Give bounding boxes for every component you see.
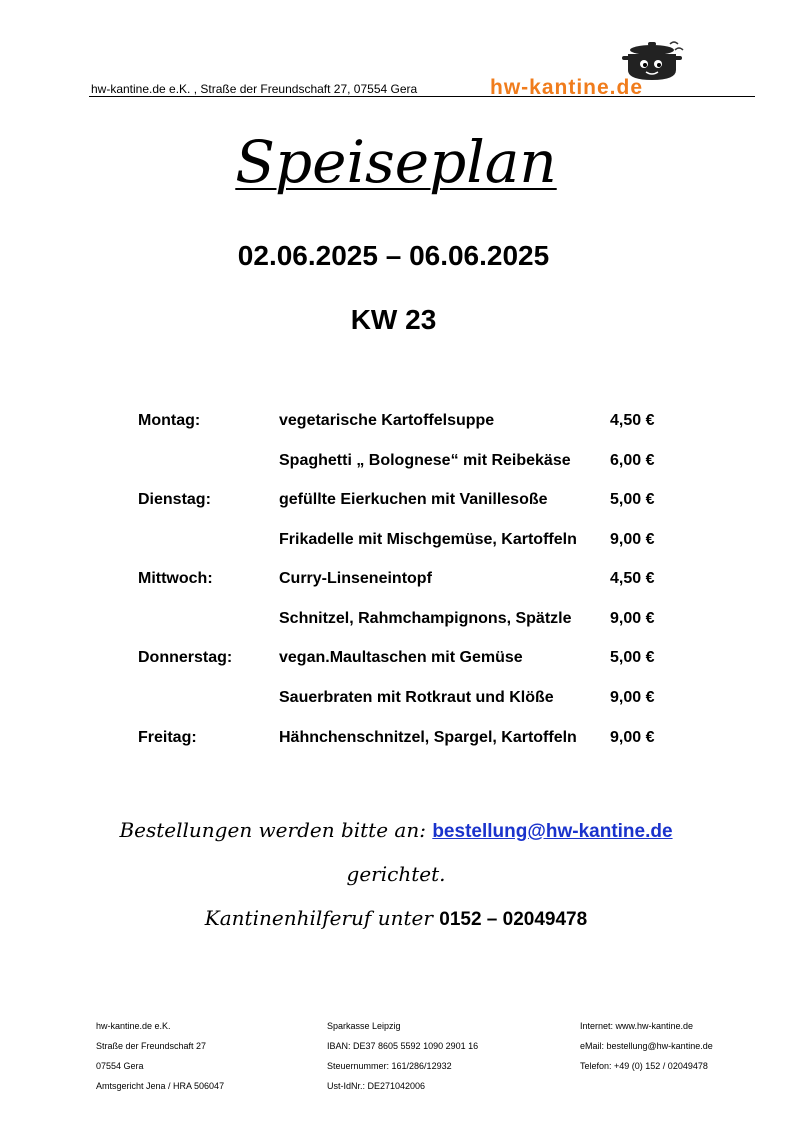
menu-row — [0, 531, 792, 553]
order-line-2: gerichtet. — [346, 862, 446, 886]
menu-price: 5,00 € — [610, 649, 655, 666]
menu-price: 4,50 € — [610, 570, 655, 587]
menu-row — [0, 412, 792, 434]
menu-price: 9,00 € — [610, 610, 655, 627]
page-title: Speiseplan — [235, 128, 557, 196]
menu-row — [0, 689, 792, 711]
hotline-prefix: Kantinenhilferuf unter — [204, 906, 440, 930]
menu-dish: Schnitzel, Rahmchampignons, Spätzle — [279, 610, 572, 627]
footer-line: Steuernummer: 161/286/12932 — [327, 1061, 452, 1071]
footer-line: Telefon: +49 (0) 152 / 02049478 — [580, 1061, 708, 1071]
footer-company — [96, 1016, 224, 1096]
footer-line: hw-kantine.de e.K. — [96, 1021, 171, 1031]
hotline-line — [0, 906, 792, 931]
menu-price: 9,00 € — [610, 689, 655, 706]
order-email-link[interactable]: bestellung@hw-kantine.de — [432, 821, 673, 842]
menu-row — [0, 570, 792, 592]
order-instructions — [0, 818, 792, 843]
menu-dish: Frikadelle mit Mischgemüse, Kartoffeln — [279, 531, 577, 548]
menu-dish: Sauerbraten mit Rotkraut und Klöße — [279, 689, 554, 706]
menu-dish: vegan.Maultaschen mit Gemüse — [279, 649, 523, 666]
footer-line: Straße der Freundschaft 27 — [96, 1041, 207, 1051]
date-range: 02.06.2025 – 06.06.2025 — [237, 240, 550, 271]
menu-row — [0, 491, 792, 513]
menu-price: 5,00 € — [610, 491, 655, 508]
logo-text: hw-kantine.de — [490, 76, 644, 99]
menu-day: Mittwoch: — [138, 570, 213, 587]
menu-row — [0, 649, 792, 671]
menu-dish: Spaghetti „ Bolognese“ mit Reibekäse — [279, 452, 571, 469]
menu-price: 6,00 € — [610, 452, 655, 469]
hotline-number: 0152 – 02049478 — [439, 909, 588, 930]
footer-line: Ust-IdNr.: DE271042006 — [327, 1081, 426, 1091]
menu-row — [0, 729, 792, 751]
footer-bank — [327, 1016, 478, 1096]
menu-day: Dienstag: — [138, 491, 211, 508]
header-address: hw-kantine.de e.K. , Straße der Freundschaft 27, 07554 Gera — [91, 82, 418, 96]
footer-line: eMail: bestellung@hw-kantine.de — [580, 1041, 713, 1051]
company-logo — [490, 40, 700, 100]
menu-dish: Hähnchenschnitzel, Spargel, Kartoffeln — [279, 729, 577, 746]
menu-day: Donnerstag: — [138, 649, 233, 666]
menu-dish: gefüllte Eierkuchen mit Vanillesoße — [279, 491, 548, 508]
calendar-week: KW 23 — [350, 304, 437, 335]
menu-price: 9,00 € — [610, 729, 655, 746]
menu-day: Montag: — [138, 412, 201, 429]
footer-line: Internet: www.hw-kantine.de — [580, 1021, 694, 1031]
footer-line: 07554 Gera — [96, 1061, 144, 1071]
order-prefix: Bestellungen werden bitte an: — [119, 818, 433, 842]
footer-line: Amtsgericht Jena / HRA 506047 — [96, 1081, 225, 1091]
menu-row — [0, 452, 792, 474]
menu-price: 4,50 € — [610, 412, 655, 429]
footer-line: IBAN: DE37 8605 5592 1090 2901 16 — [327, 1041, 479, 1051]
menu-price: 9,00 € — [610, 531, 655, 548]
menu-row — [0, 610, 792, 632]
footer-contact — [580, 1016, 713, 1076]
menu-dish: Curry-Linseneintopf — [279, 570, 432, 587]
menu-day: Freitag: — [138, 729, 197, 746]
menu-dish: vegetarische Kartoffelsuppe — [279, 412, 495, 429]
footer-line: Sparkasse Leipzig — [327, 1021, 401, 1031]
